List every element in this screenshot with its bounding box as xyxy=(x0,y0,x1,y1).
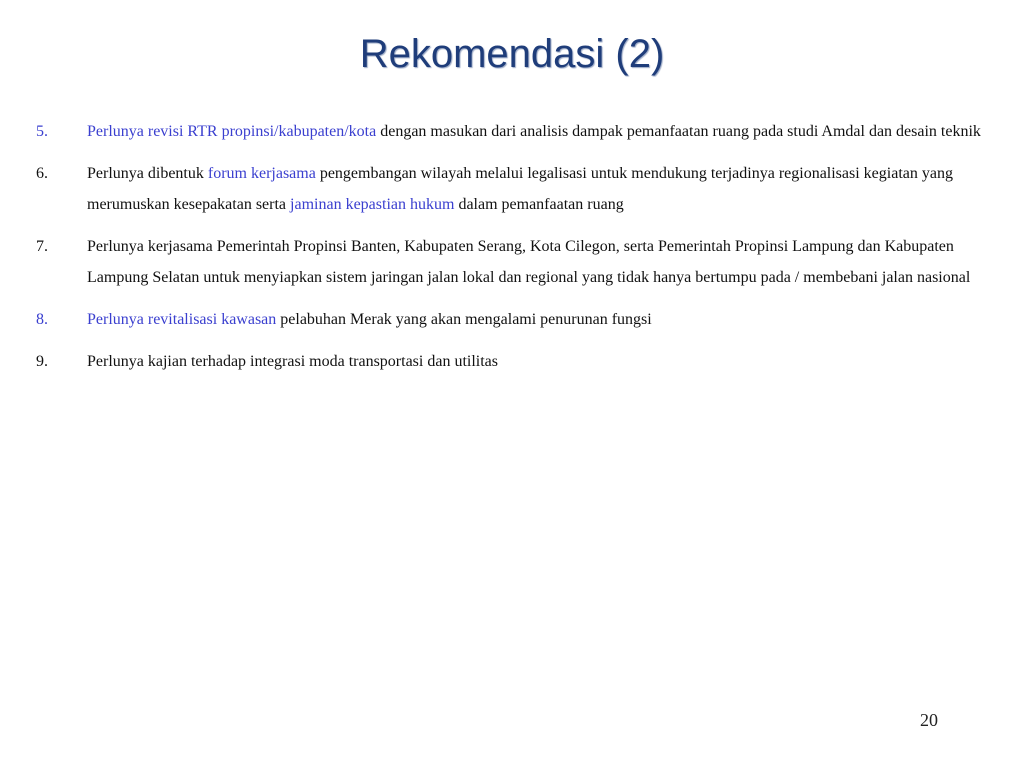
body-text: pengembangan wilayah melalui legalisasi untuk mendukung terjadinya regionalisasi kegiatan yang merumuskan kesepakatan serta xyxy=(87,165,953,213)
item-number: 5. xyxy=(36,123,48,140)
body-text: pelabuhan Merak yang akan mengalami penurunan fungsi xyxy=(276,311,652,328)
body-text: dengan masukan dari analisis dampak pemanfaatan ruang pada studi Amdal dan desain teknik xyxy=(376,123,981,140)
item-text xyxy=(87,116,986,147)
recommendation-list xyxy=(36,116,986,388)
body-text: dalam pemanfaatan ruang xyxy=(454,196,624,213)
item-text xyxy=(87,346,986,377)
item-number: 6. xyxy=(36,165,48,182)
body-text: Perlunya dibentuk xyxy=(87,165,208,182)
page-number: 20 xyxy=(920,710,938,730)
body-text: Perlunya kerjasama Pemerintah Propinsi Banten, Kabupaten Serang, Kota Cilegon, serta Pemerintah Propinsi Lampung dan Kabupaten Lampung Selatan untuk menyiapkan sistem jaringan jalan lokal dan regional yang tidak hanya bertumpu pada / membebani jalan nasional xyxy=(87,238,971,286)
highlight-text: Perlunya revisi RTR propinsi/kabupaten/kota xyxy=(87,123,377,140)
highlight-text: Perlunya revitalisasi kawasan xyxy=(87,311,277,328)
list-item-6 xyxy=(36,158,986,220)
highlight-text: forum kerjasama xyxy=(207,165,316,182)
item-number: 7. xyxy=(36,238,48,255)
list-item-9 xyxy=(36,346,986,377)
list-item-5 xyxy=(36,116,986,147)
item-text xyxy=(87,158,986,220)
item-text xyxy=(87,231,986,293)
list-item-7 xyxy=(36,231,986,293)
item-text xyxy=(87,304,986,335)
body-text: Perlunya kajian terhadap integrasi moda transportasi dan utilitas xyxy=(87,353,498,370)
slide-title: Rekomendasi (2) xyxy=(359,32,665,76)
highlight-text: jaminan kepastian hukum xyxy=(290,196,455,213)
item-number: 8. xyxy=(36,311,48,328)
item-number: 9. xyxy=(36,353,48,370)
list-item-8 xyxy=(36,304,986,335)
